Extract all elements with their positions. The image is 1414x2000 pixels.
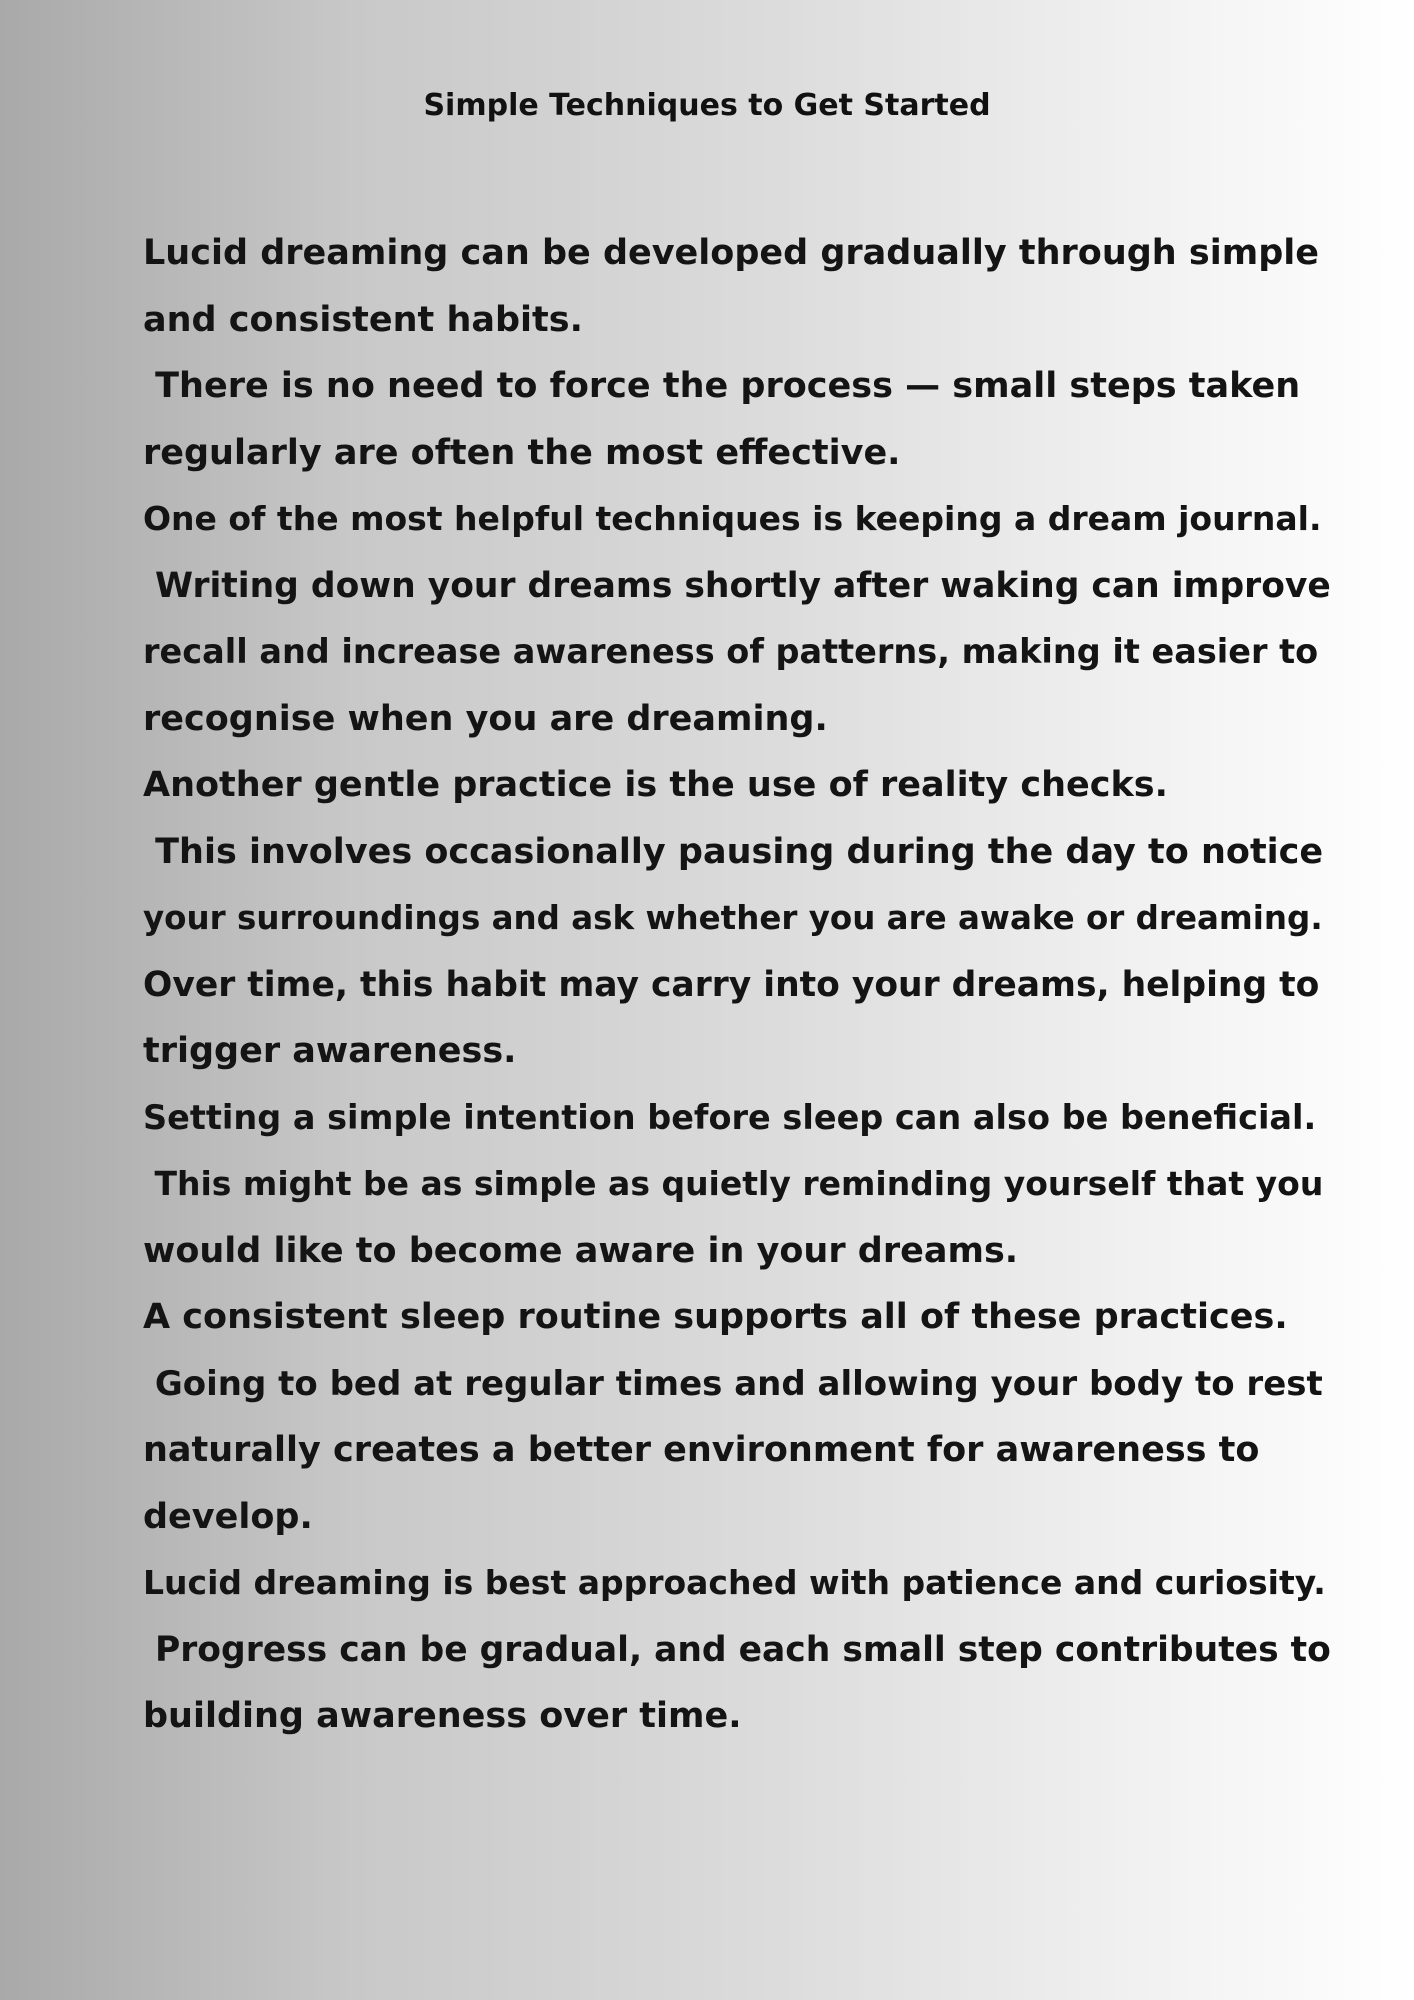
body-line: and consistent habits. <box>143 299 583 340</box>
body-line: would like to become aware in your dreams. <box>143 1230 1019 1271</box>
body-line: A consistent sleep routine supports all of these practices. <box>143 1297 1288 1337</box>
body-line: building awareness over time. <box>143 1696 742 1736</box>
body-line: recall and increase awareness of patterns, making it easier to <box>143 632 1319 671</box>
body-line: naturally creates a better environment for awareness to <box>143 1430 1260 1470</box>
document-body <box>143 220 1333 1750</box>
body-line: Lucid dreaming can be developed gradually through simple <box>143 233 1319 273</box>
body-line: Over time, this habit may carry into your dreams, helping to <box>143 964 1320 1005</box>
body-line: Going to bed at regular times and allowing your body to rest <box>143 1363 1323 1404</box>
body-line: There is no need to force the process — small steps taken <box>143 366 1301 406</box>
body-line: Setting a simple intention before sleep can also be beneficial. <box>143 1097 1317 1137</box>
body-line: trigger awareness. <box>143 1031 517 1071</box>
body-line: develop. <box>143 1496 313 1537</box>
body-line: recognise when you are dreaming. <box>143 698 828 739</box>
body-line: This might be as simple as quietly reminding yourself that you <box>143 1164 1324 1203</box>
page-title: Simple Techniques to Get Started <box>423 88 991 123</box>
body-line: Writing down your dreams shortly after waking can improve <box>143 565 1331 606</box>
body-line: One of the most helpful techniques is keeping a dream journal. <box>143 499 1322 538</box>
body-line: Lucid dreaming is best approached with patience and curiosity. <box>143 1563 1326 1602</box>
body-line: regularly are often the most effective. <box>143 432 901 473</box>
body-line: your surroundings and ask whether you are awake or dreaming. <box>143 899 1323 937</box>
body-line: This involves occasionally pausing during the day to notice <box>143 831 1324 872</box>
body-line: Progress can be gradual, and each small step contributes to <box>143 1629 1331 1670</box>
body-line: Another gentle practice is the use of reality checks. <box>143 765 1168 805</box>
